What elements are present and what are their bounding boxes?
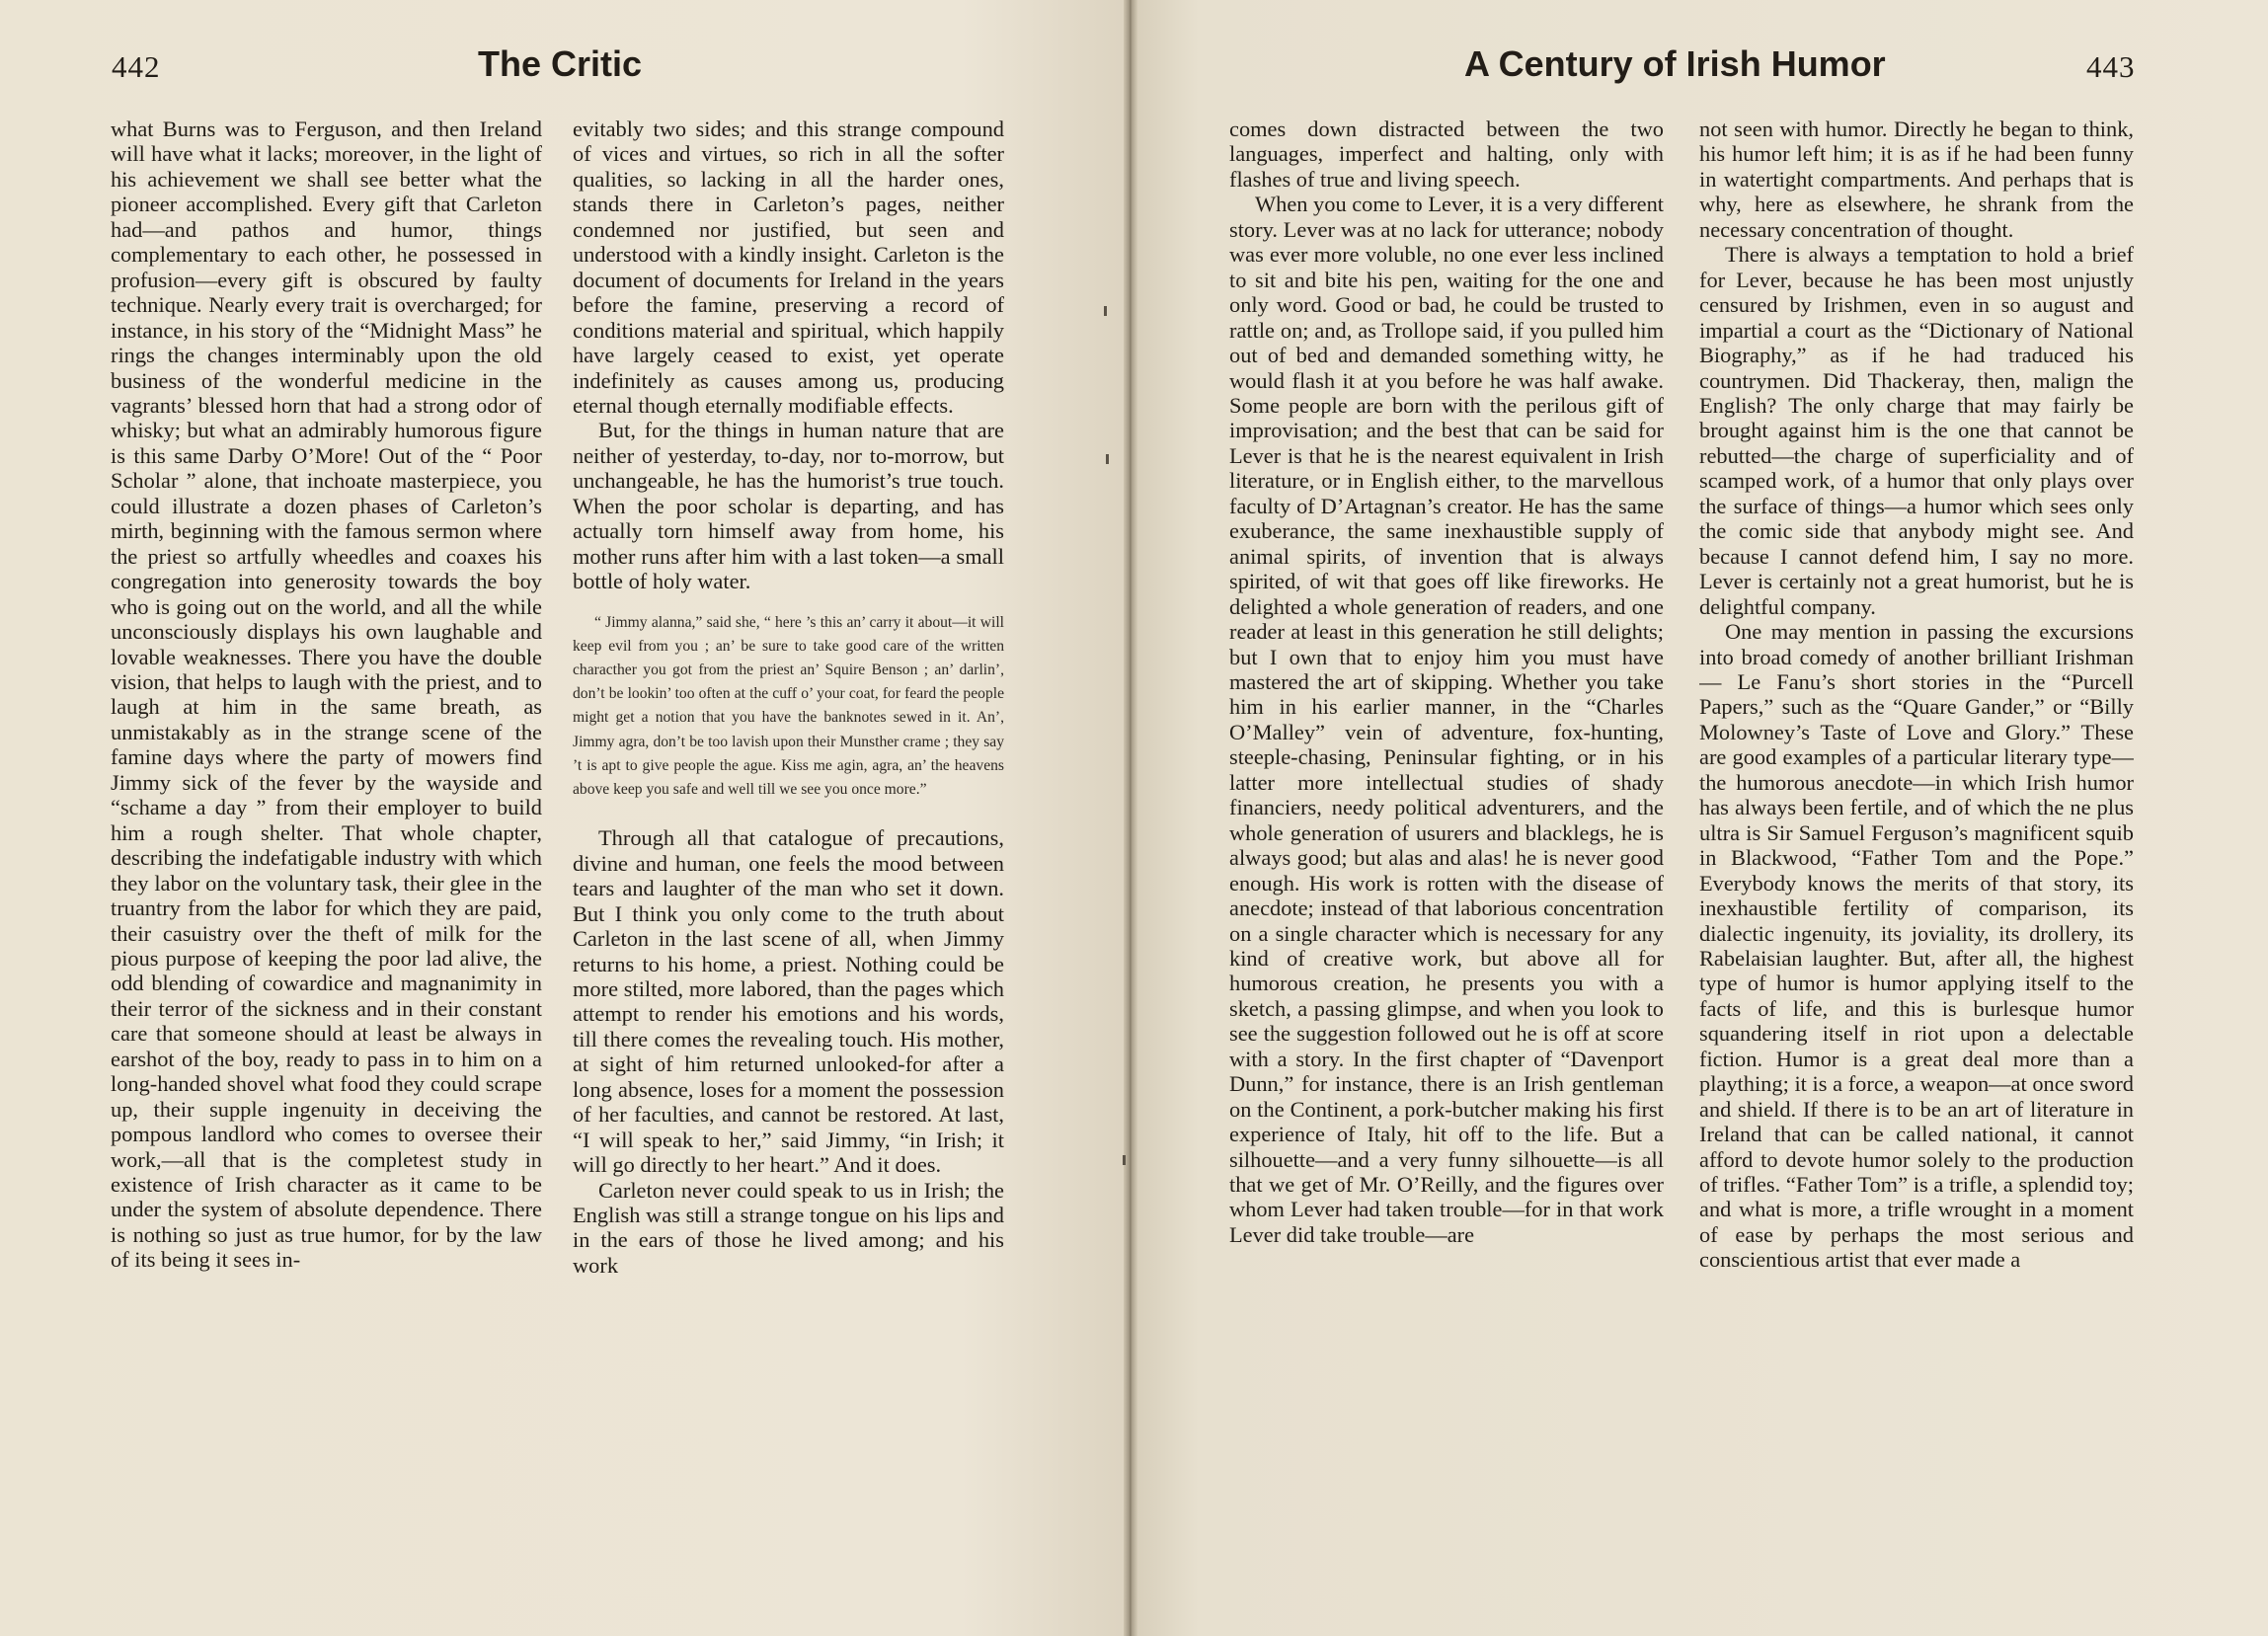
paragraph: But, for the things in human nature that are neither of yesterday, to-day, nor to-morrow, but unchangeable, he has the humorist’s true touch. When the poor scholar is departing, and has actually torn himself away from home, his mother runs after him with a last token—a small bottle of holy water. [573, 418, 1004, 594]
binding-mark [1123, 1155, 1126, 1165]
book-gutter [1124, 0, 1137, 1636]
running-head-left: The Critic [478, 43, 643, 84]
block-quote: “ Jimmy alanna,” said she, “ here ’s this an’ carry it about—it will keep evil from you ; an’ be sure to take good care of the written characther you got from the priest an’ Squire Benson ; an’ darlin’, don’t be lookin’ too often at the cuff o’ your coat, for feard the people might get a notion that you have the banknotes sewed in it. An’, Jimmy agra, don’t be too lavish upon their Munsther crame ; they say ’t is apt to give people the ague. Kiss me agin, agra, an’ the heavens above keep you safe and well till we see you once more.” [573, 613, 1004, 799]
left-page-column-1 [111, 117, 542, 1548]
page-number-right: 443 [2086, 49, 2136, 84]
paragraph: One may mention in passing the excursions into broad comedy of another brilliant Irishman — Le Fanu’s short stories in the “Purcell Papers,” such as the “Quare Gander,” or “Billy Molowney’s Taste of Love and Glory.” These are good examples of a particular literary type—the humorous anecdote—in which Irish humor has always been fertile, and of which the ne plus ultra is Sir Samuel Ferguson’s magnificent squib in Blackwood, “Father Tom and the Pope.” Everybody knows the merits of that story, its inexhaustible fertility of comparison, its dialectic ingenuity, its joviality, its drollery, its Rabelaisian laughter. But, after all, the highest type of humor is humor applying itself to the facts of life, and this is burlesque humor squandering itself in riot upon a delectable fiction. Humor is a great deal more than a plaything; it is a force, a weapon—at once sword and shield. If there is to be an art of literature in Ireland that can be called national, it cannot afford to devote humor solely to the production of trifles. “Father Tom” is a trifle, a splendid toy; and what is more, a trifle wrought in a moment of ease by perhaps the most serious and conscientious artist that ever made a [1699, 619, 2134, 1273]
paragraph: There is always a temptation to hold a brief for Lever, because he has been most unjustly censured by Irishmen, even in so august and impartial a court as the “Dictionary of National Biography,” as if he had traduced his countrymen. Did Thackeray, then, malign the English? The only charge that may fairly be brought against him is the one that cannot be rebutted—the charge of superficiality and of scamped work, of a humor that only plays over the surface of things—a humor which sees only the comic side that anybody might see. And because I cannot defend him, I say no more. Lever is certainly not a great humorist, but he is delightful company. [1699, 242, 2134, 619]
binding-mark [1104, 306, 1107, 316]
binding-mark [1106, 454, 1109, 464]
paragraph: not seen with humor. Directly he began to think, his humor left him; it is as if he had been funny in watertight compartments. And perhaps that is why, here as elsewhere, he shrank from the necessary concentration of thought. [1699, 117, 2134, 242]
running-head-right: A Century of Irish Humor [1464, 43, 1886, 84]
left-page-column-2 [573, 117, 1004, 1548]
paragraph: When you come to Lever, it is a very different story. Lever was at no lack for utterance; nobody was ever more voluble, no one ever less inclined to sit and bite his pen, waiting for the one and only word. Good or bad, he could be trusted to rattle on; and, as Trollope said, if you pulled him out of bed and demanded something witty, he would flash it at you before he was half awake. Some people are born with the perilous gift of improvisation; and the best that can be said for Lever is that he is the nearest equivalent in Irish literature, or in English either, to the marvellous faculty of D’Artagnan’s creator. He has the same exuberance, the same inexhaustible supply of animal spirits, of invention that is always spirited, of wit that goes off like fireworks. He delighted a whole generation of readers, and one reader at least in this generation he still delights; but I own that to enjoy him you must have mastered the art of skipping. Whether you take him in his earlier manner, in the “Charles O’Malley” vein of adventure, fox-hunting, steeple-chasing, Peninsular fighting, or in his latter more intellectual studies of shady financiers, needy political adventurers, and the whole generation of usurers and blacklegs, he is always good; but alas and alas! he is never good enough. His work is rotten with the disease of anecdote; instead of that laborious concentration on a single character which is necessary for any kind of creative work, but above all for humorous creation, he presents you with a sketch, a passing glimpse, and when you look to see the suggestion followed out he is off at score with a story. In the first chapter of “Davenport Dunn,” for instance, there is an Irish gentleman on the Continent, a pork-butcher making his first experience of Italy, hit off to the life. But a silhouette—and a very funny silhouette—is all that we get of Mr. O’Reilly, and the figures over whom Lever had taken trouble—for in that work Lever did take trouble—are [1229, 192, 1664, 1247]
paragraph: comes down distracted between the two languages, imperfect and halting, only with flashes of true and living speech. [1229, 117, 1664, 192]
paragraph: evitably two sides; and this strange compound of vices and virtues, so rich in all the softer qualities, so lacking in all the harder ones, stands there in Carleton’s pages, neither condemned nor justified, but seen and understood with a kindly insight. Carleton is the document of documents for Ireland in the years before the famine, preserving a record of conditions material and spiritual, which happily have largely ceased to exist, yet operate indefinitely as causes among us, producing eternal though eternally modifiable effects. [573, 117, 1004, 418]
right-page [1131, 0, 2268, 1636]
page-number-left: 442 [112, 49, 161, 84]
right-page-column-1 [1229, 117, 1664, 1548]
paragraph: Through all that catalogue of precautions, divine and human, one feels the mood between tears and laughter of the man who set it down. But I think you only come to the truth about Carleton in the last scene of all, when Jimmy returns to his home, a priest. Nothing could be more stilted, more labored, than the pages which attempt to render his emotions and his words, till there comes the revealing touch. His mother, at sight of him returned unlooked-for after a long absence, loses for a moment the possession of her faculties, and cannot be restored. At last, “I will speak to her,” said Jimmy, “in Irish; it will go directly to her heart.” And it does. [573, 825, 1004, 1178]
paragraph: Carleton never could speak to us in Irish; the English was still a strange tongue on his lips and in the ears of those he lived among; and his work [573, 1177, 1004, 1278]
right-page-column-2 [1699, 117, 2134, 1548]
left-page [0, 0, 1131, 1636]
paragraph: what Burns was to Ferguson, and then Ireland will have what it lacks; moreover, in the light of his achievement we shall see better what the pioneer accomplished. Every gift that Carleton had—and pathos and humor, things complementary to each other, he possessed in profusion—every gift is obscured by faulty technique. Nearly every trait is overcharged; for instance, in his story of the “Midnight Mass” he rings the changes interminably upon the old business of the wonderful medicine in the vagrants’ blessed horn that had a strong odor of whisky; but what an admirably humorous figure is this same Darby O’More! Out of the “ Poor Scholar ” alone, that inchoate masterpiece, you could illustrate a dozen phases of Carleton’s mirth, beginning with the famous sermon where the priest so artfully wheedles and coaxes his congregation into generosity towards the boy who is going out on the world, and all the while unconsciously displays his own laughable and lovable weaknesses. There you have the double vision, that helps to laugh with the priest, and to laugh at him in the same breath, as unmistakably as in the strange scene of the famine days where the party of mowers find Jimmy sick of the fever by the wayside and “schame a day ” from their employer to build him a rough shelter. That whole chapter, describing the indefatigable industry with which they labor on the voluntary task, their glee in the truantry from the labor for which they are paid, their casuistry over the theft of milk for the pious purpose of keeping the poor lad alive, the odd blending of cowardice and magnanimity in their terror of the sickness and in their constant care that someone should at least be always in earshot of the boy, ready to pass in to him on a long-handed shovel what food they could scrape up, their supple ingenuity in deceiving the pompous landlord who comes to oversee their work,—all that is the completest study in existence of Irish character as it came to be under the system of absolute dependence. There is nothing so just as true humor, for by the law of its being it sees in- [111, 117, 542, 1273]
